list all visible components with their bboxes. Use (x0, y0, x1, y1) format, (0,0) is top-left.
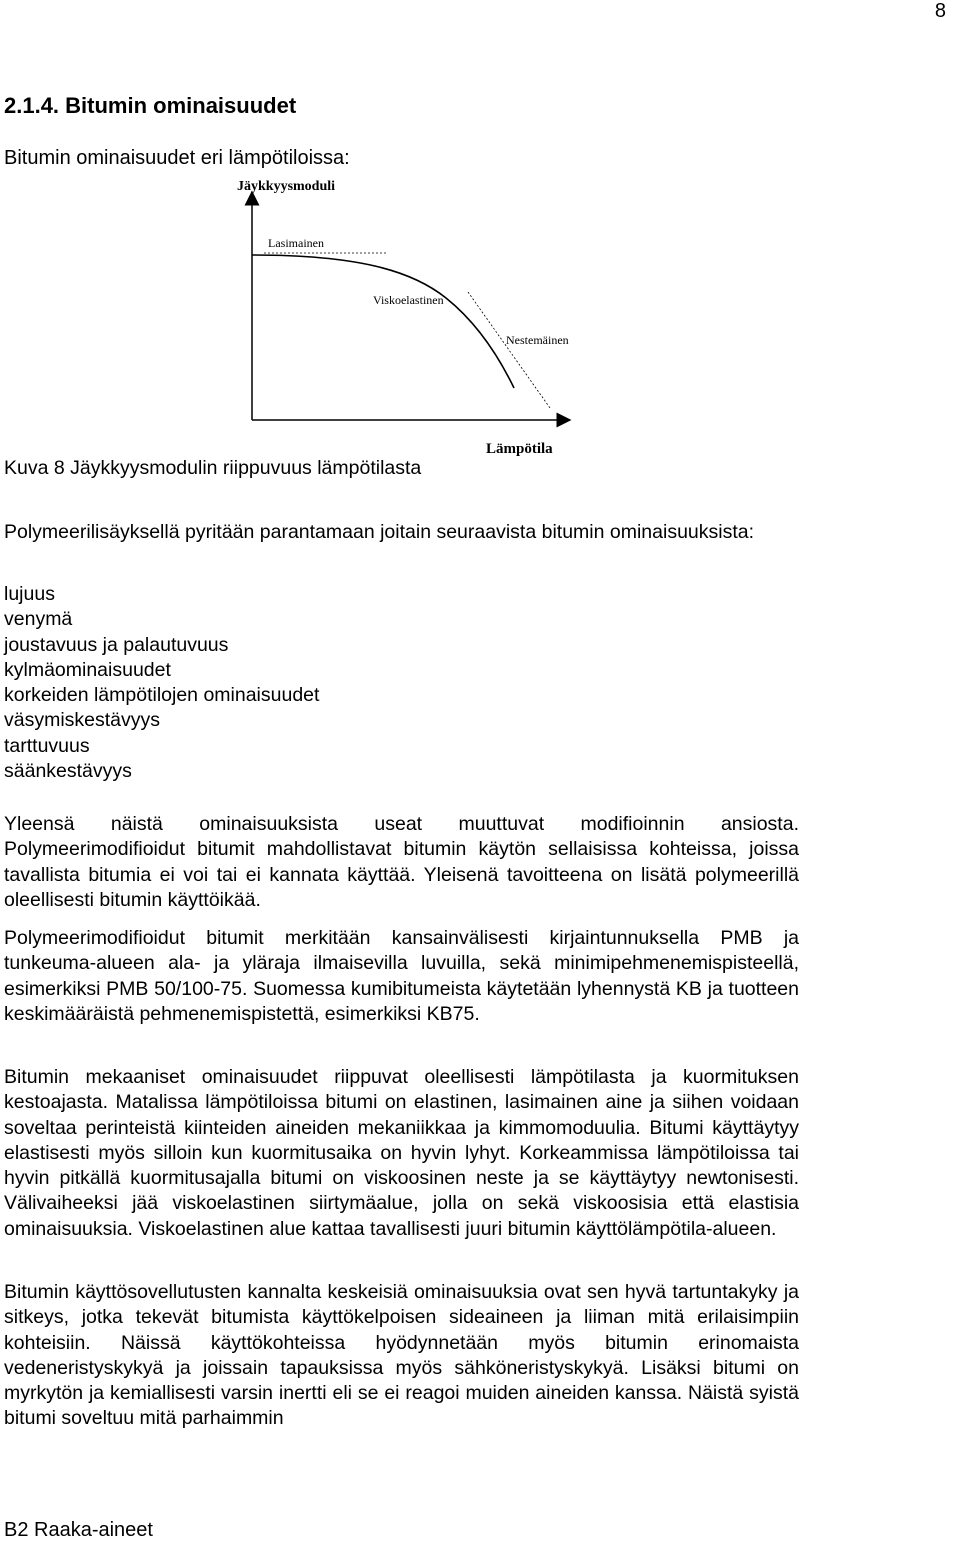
page-number: 8 (934, 0, 946, 22)
intro-line: Bitumin ominaisuudet eri lämpötiloissa: (4, 147, 350, 169)
property-list (4, 582, 319, 784)
x-axis-label: Lämpötila (486, 441, 553, 457)
stiffness-curve (252, 255, 514, 388)
figure-caption: Kuva 8 Jäykkyysmodulin riippuvuus lämpötilasta (4, 457, 422, 479)
list-item: kylmäominaisuudet (4, 658, 171, 681)
y-axis-label: Jäykkyysmoduli (237, 179, 336, 194)
stiffness-temperature-figure (236, 170, 616, 470)
region-label-liquid: Nestemäinen (506, 333, 569, 347)
list-item: säänkestävyys (4, 760, 132, 783)
paragraph-polymer-addition: Polymeerilisäyksellä pyritään parantamaan joitain seuraavista bitumin ominaisuuksista: (4, 521, 755, 543)
list-item: lujuus (4, 583, 55, 605)
liquid-dashed-line (468, 292, 550, 408)
paragraph-modification-effects: Yleensä näistä ominaisuuksista useat muuttuvat modifioinnin ansiosta. Polymeerimodifioidut bitumit mahdollistavat bitumin käytön sellaisissa kohteissa, joissa tavallista bitumia ei voi tai ei kannata käyttää. Yleisenä tavoitteena on lisätä polymeerillä oleellisesti bitumin käyttöikää. (4, 813, 799, 911)
paragraph-applications: Bitumin käyttösovellutusten kannalta keskeisiä ominaisuuksia ovat sen hyvä tartuntakyky ja sitkeys, jotka tekevät bitumista käyttökelpoisen sideaineen ja liiman mitä erilaisimpiin kohteisiin. Näissä käyttökohteissa hyödynnetään myös bitumin erinomaista vedeneristyskykyä ja joissain tapauksissa myös sähköneristyskykyä. Lisäksi bitumi on myrkytön ja kemiallisesti varsin inertti eli se ei reagoi muiden aineiden kanssa. Näistä syistä bitumi soveltuu mitä parhaimmin (4, 1281, 799, 1430)
list-item: venymä (4, 608, 73, 631)
list-item: väsymiskestävyys (4, 709, 161, 732)
list-item: joustavuus ja palautuvuus (4, 633, 229, 656)
paragraph-pmb-notation: Polymeerimodifioidut bitumit merkitään kansainvälisesti kirjaintunnuksella PMB ja tunkeuma-alueen ala- ja yläraja ilmaisevilla luvuilla, sekä minimipehmenemispisteellä, esimerkiksi PMB 50/100-75. Suomessa kumibitumeista käytetään lyhennystä KB ja tuotteen keskimääräistä pehmenemispistettä, esimerkiksi KB75. (4, 927, 799, 1025)
section-title: 2.1.4. Bitumin ominaisuudet (4, 93, 297, 118)
region-label-glassy: Lasimainen (268, 236, 324, 250)
list-item: tarttuvuus (4, 734, 90, 757)
page-footer: B2 Raaka-aineet (4, 1519, 153, 1541)
list-item: korkeiden lämpötilojen ominaisuudet (4, 684, 320, 707)
paragraph-mechanical-properties: Bitumin mekaaniset ominaisuudet riippuvat oleellisesti lämpötilasta ja kuormituksen kestoajasta. Matalissa lämpötiloissa bitumi on elastinen, lasimainen aine ja siihen voidaan soveltaa perinteistä kiinteiden aineiden mekaniikkaa ja kimmomoduulia. Bitumi käyttäytyy elastisesti myös silloin kun kuormitusaika on hyvin lyhyt. Korkeammissa lämpötiloissa tai hyvin pitkällä kuormitusajalla bitumi on viskoosinen neste ja se käyttäytyy newtonisesti. Välivaiheeksi jää viskoelastinen siirtymäalue, jolla on sekä viskoosisia että elastisia ominaisuuksia. Viskoelastinen alue kattaa tavallisesti juuri bitumin käyttölämpötila-alueen. (4, 1066, 799, 1240)
region-label-viscoelastic: Viskoelastinen (373, 293, 444, 307)
